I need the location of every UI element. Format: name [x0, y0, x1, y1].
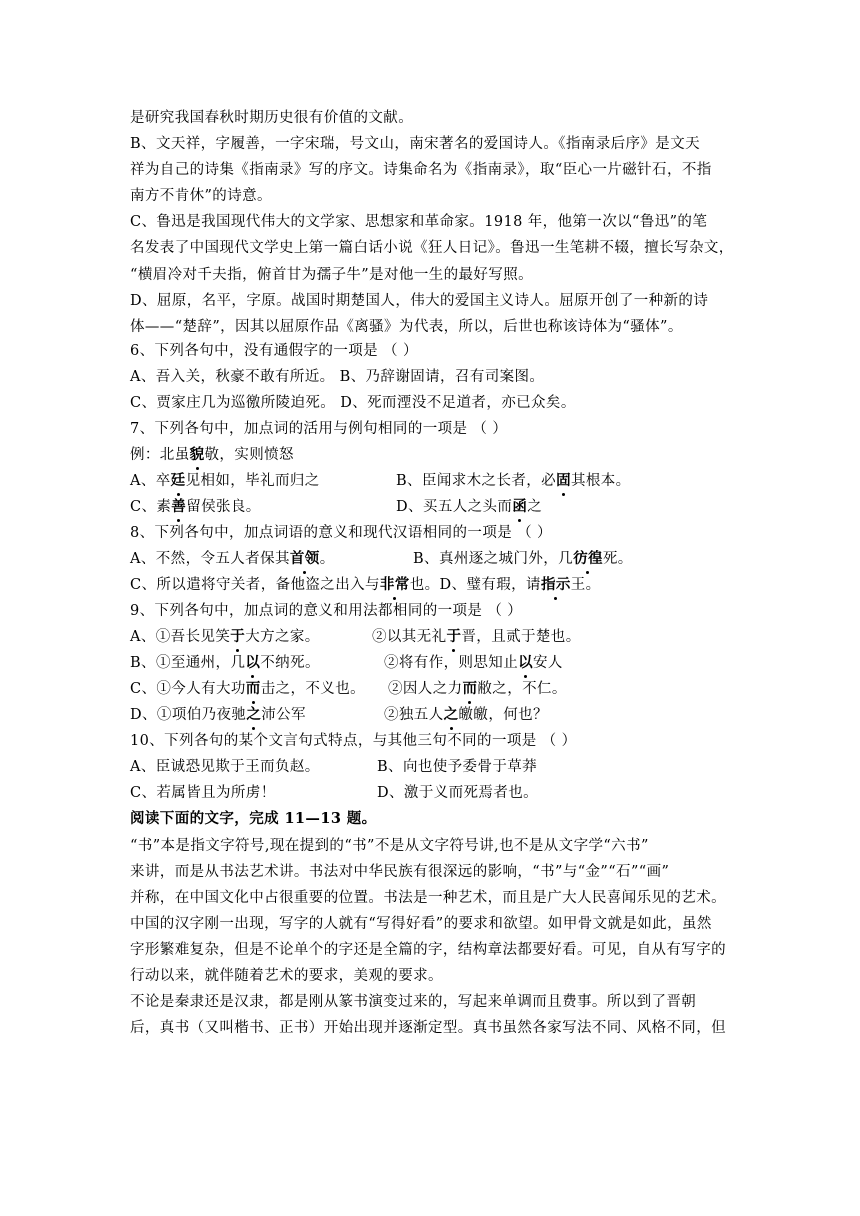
question-8-stem: 8、下列各句中，加点词语的意义和现代汉语相同的一项是 （ ） [130, 525, 552, 541]
question-6-stem: 6、下列各句中，没有通假字的一项是 （ ） [130, 343, 418, 359]
question-7-options-ab: A、卒廷见相如，毕礼而归之 B、臣闻求木之长者，必固其根本。 [130, 472, 631, 489]
question-6-options-ab: A、吾入关，秋豪不敢有所近。 B、乃辞谢固请，召有司案图。 [130, 369, 545, 385]
question-7-stem: 7、下列各句中，加点词的活用与例句相同的一项是 （ ） [130, 421, 508, 437]
question-7-example: 例：北虽貌敬，实则愤怒 [130, 446, 294, 463]
text-line: 体——“楚辞”，因其以屈原作品《离骚》为代表，所以，后世也称该诗体为“骚体”。 [130, 319, 683, 335]
reading-paragraph-1-line: 行动以来，就伴随着艺术的要求，美观的要求。 [130, 968, 443, 984]
text-line: 名发表了中国现代文学史上第一篇白话小说《狂人日记》。鲁迅一生笔耕不辍，擅长写杂文， [130, 240, 734, 256]
reading-paragraph-1-line: “书”本是指文字符号,现在提到的“书”不是从文字符号讲,也不是从文字学“六书” [130, 838, 649, 854]
text-line: C、鲁迅是我国现代伟大的文学家、思想家和革命家。1918 年，他第一次以“鲁迅”的笔 [130, 214, 708, 230]
question-9-option-a: A、①吾长见笑于大方之家。 ②以其无礼于晋，且贰于楚也。 [130, 628, 581, 645]
question-6-options-cd: C、贾家庄几为巡徼所陵迫死。 D、死而湮没不足道者，亦已众矣。 [130, 395, 576, 411]
reading-paragraph-1-line: 中国的汉字刚一出现，写字的人就有“写得好看”的要求和欲望。如甲骨文就是如此，虽然 [130, 916, 712, 932]
question-9-stem: 9、下列各句中，加点词的意义和用法都相同的一项是 （ ） [130, 603, 523, 619]
text-line: B、文天祥，字履善，一字宋瑞，号文山，南宋著名的爱国诗人。《指南录后序》是文天 [130, 136, 701, 152]
question-7-options-cd: C、素善留侯张良。 D、买五人之头而函之 [130, 498, 543, 515]
text-line: 祥为自己的诗集《指南录》写的序文。诗集命名为《指南录》，取“臣心一片磁针石，不指 [130, 162, 712, 178]
reading-paragraph-2-line: 后，真书（又叫楷书、正书）开始出现并逐渐定型。真书虽然各家写法不同、风格不同，但 [130, 1020, 726, 1036]
text-line: 南方不肯休”的诗意。 [130, 188, 272, 204]
reading-paragraph-1-line: 并称，在中国文化中占很重要的位置。书法是一种艺术，而且是广大人民喜闻乐见的艺术。 [130, 890, 726, 906]
question-10-stem: 10、下列各句的某个文言句式特点，与其他三句不同的一项是 （ ） [130, 733, 577, 749]
reading-paragraph-2-line: 不论是秦隶还是汉隶，都是刚从篆书演变过来的，写起来单调而且费事。所以到了晋朝 [130, 994, 697, 1010]
question-9-option-b: B、①至通州，几以不纳死。 ②将有作，则思知止以安人 [130, 654, 563, 671]
text-line: D、屈原，名平，字原。战国时期楚国人，伟大的爱国主义诗人。屈原开创了一种新的诗 [130, 293, 709, 309]
question-8-options-cd: C、所以遣将守关者，备他盗之出入与非常也。D、璧有瑕，请指示王。 [130, 576, 601, 593]
text-line: “横眉冷对千夫指，俯首甘为孺子牛”是对他一生的最好写照。 [130, 267, 534, 283]
question-8-options-ab: A、不然，令五人者保其首领。 B、真州逐之城门外，几彷徨死。 [130, 550, 633, 567]
reading-heading: 阅读下面的文字，完成 11—13 题。 [130, 810, 377, 827]
question-9-option-c: C、①今人有大功而击之，不义也。 ②因人之力而敝之，不仁。 [130, 680, 567, 697]
question-10-options-ab: A、臣诚恐见欺于王而负赵。 B、向也使予委骨于草莽 [130, 759, 538, 775]
reading-paragraph-1-line: 字形繁难复杂，但是不论单个的字还是全篇的字，结构章法都要好看。可见，自从有写字的 [130, 942, 726, 958]
reading-paragraph-1-line: 来讲，而是从书法艺术讲。书法对中华民族有很深远的影响，“书”与“金”“石”“画” [130, 864, 670, 880]
question-9-option-d: D、①项伯乃夜驰之沛公军 ②独五人之皦皦，何也？ [130, 706, 548, 723]
text-line: 是研究我国春秋时期历史很有价值的文献。 [130, 110, 414, 126]
question-10-options-cd: C、若属皆且为所虏！ D、激于义而死焉者也。 [130, 785, 539, 801]
